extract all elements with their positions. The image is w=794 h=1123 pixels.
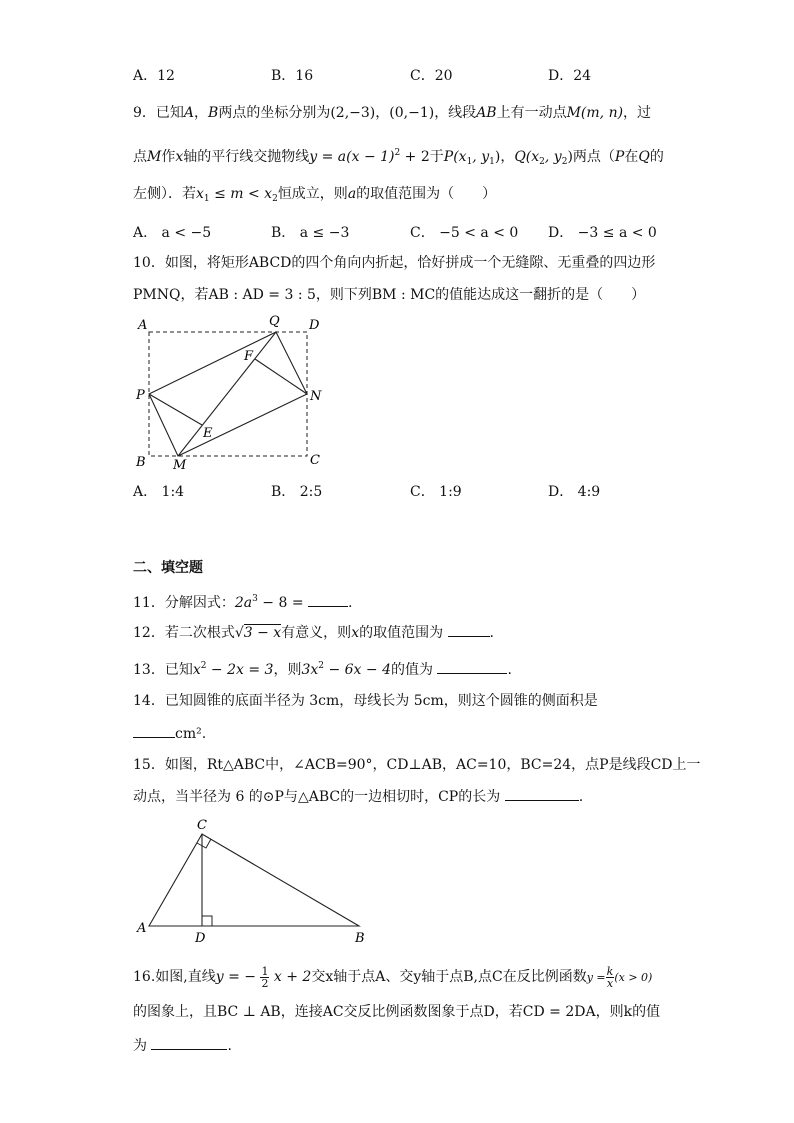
q9-option-c: C． −5 < a < 0 — [410, 225, 519, 241]
label-b: B — [136, 455, 146, 470]
label-q: Q — [269, 314, 280, 329]
label-a: A — [137, 921, 147, 936]
q10-option-d: D． 4:9 — [548, 484, 601, 500]
q12-answer-blank[interactable] — [448, 622, 490, 637]
q9-line2: 点M作x轴的平行线交抛物线$y = a(x - 1)^2 + 2$于$P(x_1$, $y_1$)，$Q(x_2$, $y_2$)两点（P在Q的 — [133, 148, 664, 167]
q15-line1: 15．如图，Rt△ABC中，∠ACB=90°，CD⊥AB，AC=10，BC=24，点P是线段CD上一 — [133, 757, 701, 773]
q10-line2: PMNQ，若AB : AD = 3 : 5，则下列BM : MC的值能达成这一翻折的是（ ） — [133, 287, 646, 303]
q14-answer-blank[interactable] — [133, 723, 175, 738]
label-c: C — [310, 453, 320, 468]
q16-answer-blank[interactable] — [151, 1035, 227, 1050]
q10-option-b: B． 2:5 — [271, 484, 323, 500]
q9-line1: 9．已知A，B两点的坐标分别为(2,−3)，(0,−1)，线段AB上有一动点M(m, n)，过 — [133, 105, 652, 121]
q11-answer-blank[interactable] — [308, 592, 348, 607]
fraction-one-half: $\frac{1}{2}$ — [261, 964, 269, 990]
triangle-abc — [149, 834, 359, 926]
section-title-fill-in: 二、填空题 — [133, 560, 203, 576]
q9-line3: 左侧）．若$x_1 \le m < x_2$恒成立，则a的取值范围为（ ） — [133, 186, 497, 204]
q14-line1: 14．已知圆锥的底面半径为 3cm，母线长为 5cm，则这个圆锥的侧面积是 — [133, 693, 598, 709]
q11-line: 11．分解因式：$2a^3 - 8$ = . — [133, 594, 353, 611]
right-angle-d-icon — [202, 916, 212, 926]
label-a: A — [138, 318, 148, 333]
q9-option-b: B． a ≤ −3 — [271, 225, 350, 241]
label-e: E — [203, 426, 213, 441]
quadrilateral-pmnq — [149, 332, 307, 456]
label-n: N — [310, 389, 322, 404]
q10-option-c: C． 1:9 — [410, 484, 462, 500]
q16-line2: 的图象上，且BC ⊥ AB，连接AC交反比例函数图象于点D，若CD = 2DA，则k的值 — [133, 1004, 661, 1020]
label-c: C — [197, 818, 207, 833]
q16-line3: 为 . — [133, 1035, 232, 1056]
q14-line2: cm². — [133, 723, 206, 744]
q8-option-b: B．16 — [271, 68, 314, 84]
q15-triangle-figure — [130, 815, 380, 950]
label-p: P — [136, 388, 145, 403]
sqrt-icon: √ — [234, 625, 244, 641]
q10-rectangle-figure — [130, 312, 330, 472]
label-m: M — [173, 458, 187, 472]
diagonal-mq — [178, 332, 276, 456]
q10-option-a: A． 1:4 — [133, 484, 185, 500]
q13-line: 13．已知$x^2 - 2x = 3$，则$3x^2 - 6x - 4$的值为 . — [133, 661, 512, 678]
q8-option-d: D．24 — [548, 68, 592, 84]
q15-line2: 动点，当半径为 6 的⊙P与△ABC的一边相切时，CP的长为 . — [133, 786, 583, 807]
rectangle-abcd — [149, 332, 307, 456]
q10-line1: 10．如图，将矩形ABCD的四个角向内折起，恰好拼成一个无缝隙、无重叠的四边形 — [133, 255, 656, 271]
q15-answer-blank[interactable] — [505, 786, 579, 801]
label-d: D — [195, 931, 206, 946]
fold-pe — [149, 394, 202, 425]
q9-option-a: A． a < −5 — [133, 225, 212, 241]
q8-option-a: A．12 — [133, 68, 175, 84]
label-d: D — [309, 318, 320, 333]
q8-option-c: C．20 — [410, 68, 453, 84]
label-f: F — [244, 349, 254, 364]
q9-option-d: D． −3 ≤ a < 0 — [548, 225, 657, 241]
right-angle-c-icon — [197, 839, 211, 848]
q13-answer-blank[interactable] — [437, 659, 507, 674]
fold-nf — [255, 359, 307, 394]
fraction-k-over-x: $\frac{k}{x}$ — [606, 964, 614, 990]
label-b: B — [355, 931, 365, 946]
q16-line1: 16.如图,直线y = − $\frac{1}{2}$ x + 2交x轴于点A、交y轴于点B,点C在反比例函数y = $\frac{k}{x}$ (x > 0) — [133, 964, 653, 990]
q12-line: 12．若二次根式√3 − x有意义，则x的取值范围为 . — [133, 622, 494, 643]
